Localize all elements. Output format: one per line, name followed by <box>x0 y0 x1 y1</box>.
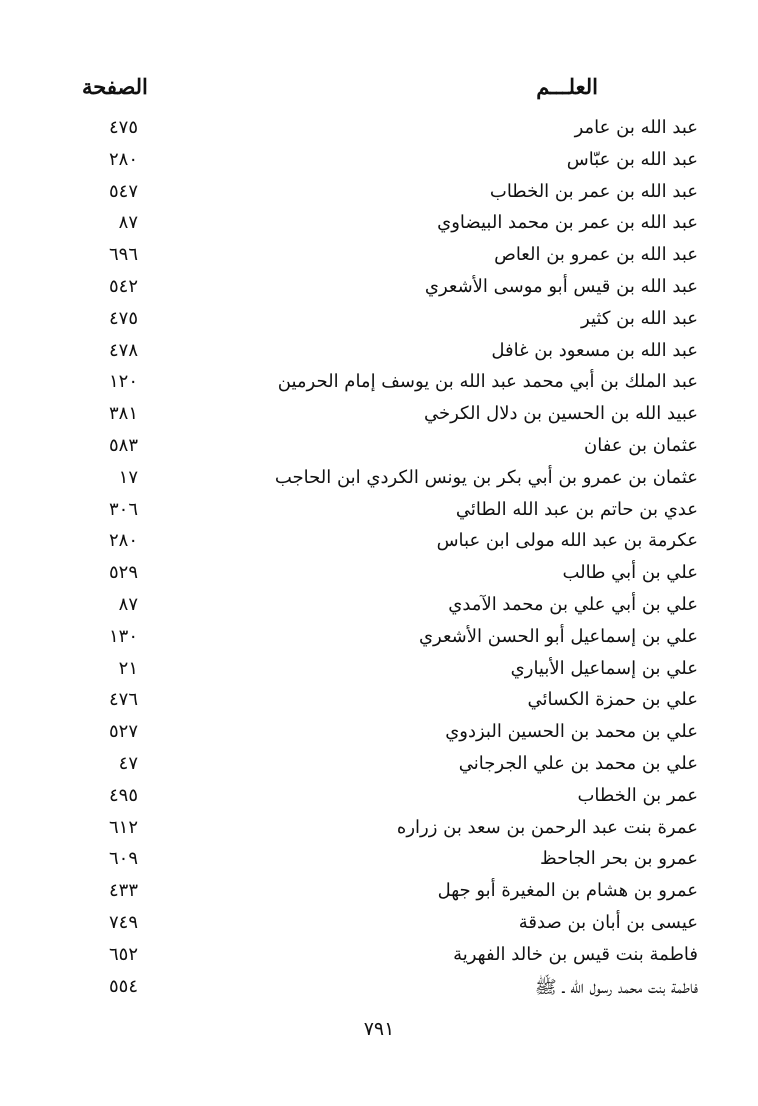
index-row <box>0 242 758 274</box>
index-row <box>0 528 758 560</box>
entry-name: علي بن حمزة الكسائي <box>527 689 698 711</box>
entry-name: عبد الله بن قيس أبو موسى الأشعري <box>424 275 698 297</box>
index-row <box>0 115 758 147</box>
entry-page: ٥٨٣ <box>108 434 138 456</box>
entry-page: ٤٣٣ <box>108 880 138 902</box>
index-row <box>0 719 758 751</box>
entry-name: عبد الله بن عبّاس <box>566 148 698 170</box>
index-row <box>0 179 758 211</box>
entry-name: عدي بن حاتم بن عبد الله الطائي <box>455 498 698 520</box>
index-row <box>0 338 758 370</box>
entry-name: عبد الله بن عمر بن الخطاب <box>489 180 698 202</box>
index-row <box>0 369 758 401</box>
entry-page: ٤٧٦ <box>108 689 138 711</box>
entry-page: ٣٠٦ <box>108 498 138 520</box>
column-heading-name: العلـــم <box>536 74 598 99</box>
entry-name: عيسى بن أبان بن صدقة <box>518 911 698 933</box>
entry-name: عبيد الله بن الحسين بن دلال الكرخي <box>423 403 698 425</box>
index-entries <box>0 115 758 1005</box>
entry-name: عبد الله بن عمر بن محمد البيضاوي <box>437 212 698 234</box>
index-row <box>0 497 758 529</box>
entry-page: ٥٥٤ <box>108 975 138 997</box>
entry-name: عثمان بن عفان <box>584 434 698 456</box>
entry-name: فاطمة بنت قيس بن خالد الفهرية <box>453 943 698 965</box>
page-number: ٧٩١ <box>363 1018 395 1040</box>
entry-name: فاطمة بنت محمد رسول الله ـ ﷺ <box>534 976 698 998</box>
entry-name: عثمان بن عمرو بن أبي بكر بن يونس الكردي ابن الحاجب <box>274 466 698 488</box>
index-row <box>0 401 758 433</box>
entry-name: علي بن إسماعيل أبو الحسن الأشعري <box>418 625 698 647</box>
index-row <box>0 687 758 719</box>
entry-name: علي بن محمد بن الحسين البزدوي <box>445 721 698 743</box>
entry-name: عبد الله بن كثير <box>581 307 698 329</box>
index-row <box>0 846 758 878</box>
entry-page: ٢٨٠ <box>108 148 138 170</box>
entry-name: علي بن أبي طالب <box>562 562 698 584</box>
entry-page: ٨٧ <box>118 593 138 615</box>
entry-page: ٤٧ <box>118 752 138 774</box>
column-heading-page: الصفحة <box>82 74 148 99</box>
entry-name: عبد الله بن عمرو بن العاص <box>494 244 698 266</box>
entry-page: ٤٧٥ <box>108 117 138 138</box>
entry-name: علي بن محمد بن علي الجرجاني <box>458 752 698 774</box>
entry-name: عمرة بنت عبد الرحمن بن سعد بن زراره <box>396 816 698 838</box>
index-row <box>0 306 758 338</box>
entry-page: ٤٧٨ <box>108 339 138 361</box>
entry-page: ٢١ <box>118 657 138 679</box>
index-row <box>0 751 758 783</box>
entry-name: عبد الله بن عامر <box>574 117 698 138</box>
entry-page: ٥٤٧ <box>108 180 138 202</box>
index-row <box>0 465 758 497</box>
index-row <box>0 624 758 656</box>
entry-page: ١٣٠ <box>108 625 138 647</box>
entry-page: ٧٤٩ <box>108 911 138 933</box>
entry-name: عبد الله بن مسعود بن غافل <box>491 339 698 361</box>
index-row <box>0 592 758 624</box>
entry-page: ٥٢٩ <box>108 562 138 584</box>
index-row <box>0 210 758 242</box>
index-row <box>0 815 758 847</box>
index-row <box>0 147 758 179</box>
index-row <box>0 974 758 1006</box>
entry-page: ٥٤٢ <box>108 275 138 297</box>
entry-page: ١٢٠ <box>108 371 138 393</box>
entry-page: ٦٩٦ <box>108 244 138 266</box>
index-row <box>0 910 758 942</box>
entry-name: عكرمة بن عبد الله مولى ابن عباس <box>436 530 698 552</box>
index-row <box>0 656 758 688</box>
entry-name: عمرو بن هشام بن المغيرة أبو جهل <box>437 880 698 902</box>
index-row <box>0 942 758 974</box>
entry-page: ١٧ <box>118 466 138 488</box>
index-row <box>0 274 758 306</box>
entry-name: عمر بن الخطاب <box>577 784 698 806</box>
entry-page: ٦٥٢ <box>108 943 138 965</box>
entry-page: ٦١٢ <box>108 816 138 838</box>
entry-page: ٢٨٠ <box>108 530 138 552</box>
index-row <box>0 433 758 465</box>
index-row <box>0 560 758 592</box>
entry-name: علي بن إسماعيل الأبياري <box>510 657 698 679</box>
entry-page: ٤٩٥ <box>108 784 138 806</box>
entry-name: عبد الملك بن أبي محمد عبد الله بن يوسف إمام الحرمين <box>277 371 698 393</box>
entry-page: ٤٧٥ <box>108 307 138 329</box>
entry-page: ٦٠٩ <box>108 848 138 870</box>
entry-page: ٥٢٧ <box>108 721 138 743</box>
entry-name: علي بن أبي علي بن محمد الآمدي <box>448 593 698 615</box>
entry-name: عمرو بن بحر الجاحظ <box>539 848 698 870</box>
index-header <box>0 74 758 108</box>
entry-page: ٨٧ <box>118 212 138 234</box>
entry-page: ٣٨١ <box>108 403 138 425</box>
index-row <box>0 783 758 815</box>
index-row <box>0 878 758 910</box>
